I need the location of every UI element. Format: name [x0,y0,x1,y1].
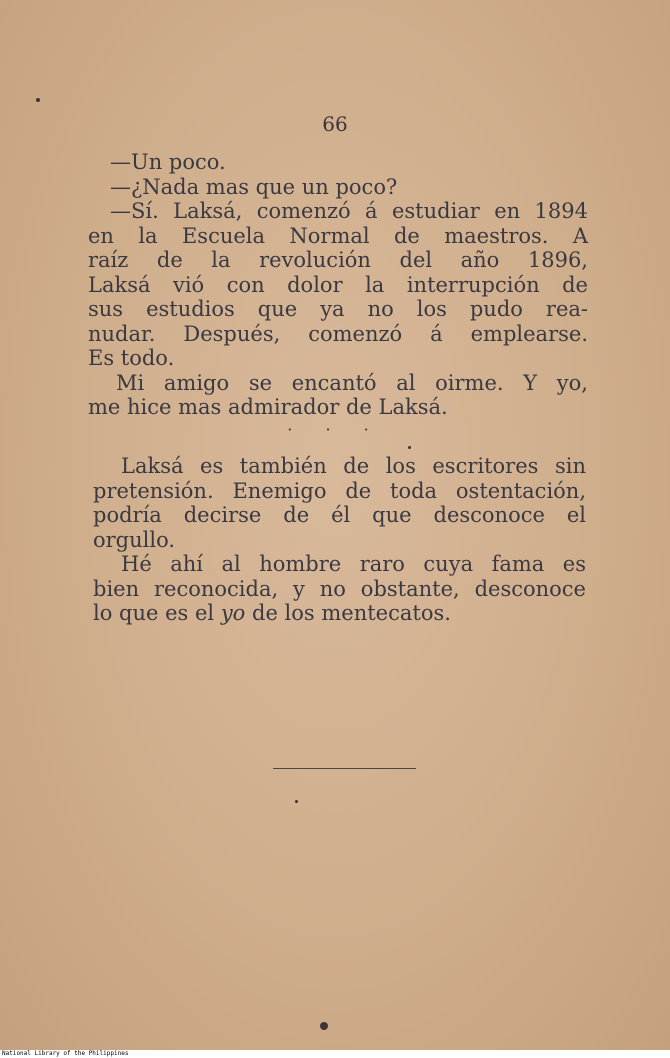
text-run: lo que es el [93,601,221,625]
text-line: sus estudios que ya no los pudo rea- [88,297,588,321]
text-line: me hice mas admirador de Laksá. [88,395,448,419]
text-line: orgullo. [93,527,176,552]
text-line: —¿Nada mas que un poco? [110,174,398,199]
text-line: bien reconocida, y no obstante, desconoce [93,576,586,601]
text-line: —Sí. Laksá, comenzó á estudiar en 1894 [110,199,588,223]
text-line: pretensión. Enemigo de toda ostentación, [93,478,586,503]
footer-bar [0,1050,670,1058]
section-ornament: · · · [287,420,383,439]
text-line: podría decirse de él que desconoce el [93,503,586,527]
ink-speck [295,800,298,803]
text-line: Hé ahí al hombre raro cuya fama es [121,552,586,576]
paragraph-dialogue [88,150,588,420]
paragraph-laksa [93,454,586,626]
text-line: Mi amigo se encantó al oirme. Y yo, [116,370,588,395]
text-line: raíz de la revolución del año 1896, [88,248,588,272]
text-line: Laksá vió con dolor la interrupción de [88,272,588,297]
italic-word: yo [220,601,246,625]
text-line: Laksá es también de los escritores sin [121,454,586,478]
text-run: de los mentecatos. [245,601,451,625]
end-rule [273,768,416,769]
text-line: Es todo. [88,346,175,370]
ink-speck [408,446,411,449]
text-line: nudar. Después, comenzó á emplearse. [88,321,588,346]
ink-speck [36,98,40,102]
ink-speck [320,1022,328,1030]
page-number: 66 [322,112,348,136]
text-line: —Un poco. [110,150,226,174]
text-line-mixed [93,601,586,626]
text-line: en la Escuela Normal de maestros. A [88,223,588,248]
library-credit: National Library of the Philippines [2,1050,129,1057]
